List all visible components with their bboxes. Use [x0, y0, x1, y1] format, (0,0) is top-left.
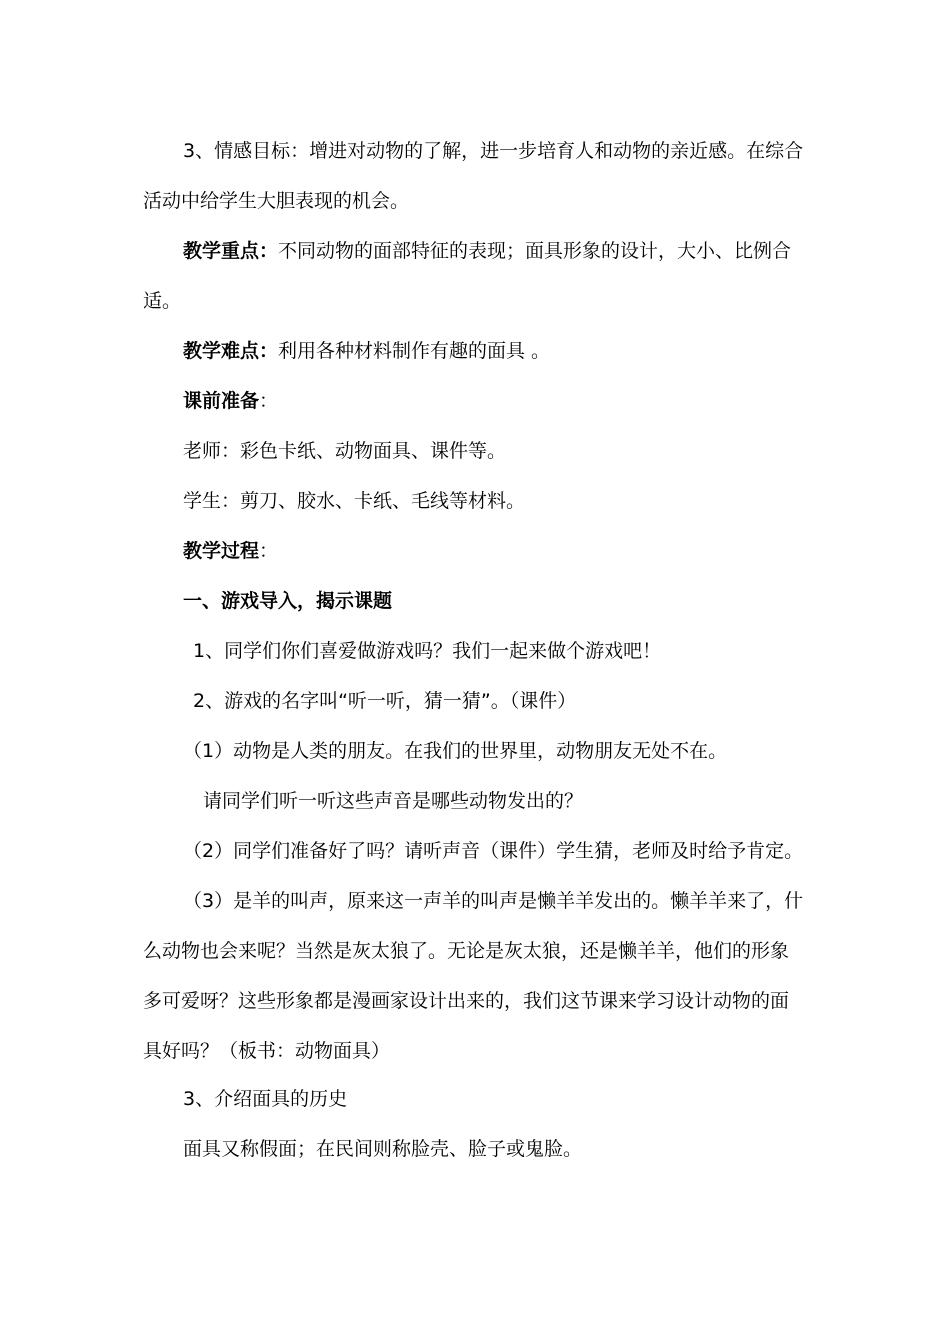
paragraph-emotion-goal-cont	[143, 188, 409, 214]
line-text: （3）是羊的叫声，原来这一声羊的叫声是懒羊羊发出的。懒羊羊来了，什	[183, 890, 804, 912]
section-label: 课前准备	[183, 390, 260, 412]
line-text: 多可爱呀？这些形象都是漫画家设计出来的，我们这节课来学习设计动物的面	[143, 990, 790, 1012]
section-label: 教学难点：	[183, 340, 279, 362]
step-2-3-cont-c	[143, 1038, 390, 1064]
line-text: 请同学们听一听这些声音是哪些动物发出的？	[203, 790, 584, 812]
step-2-3	[183, 888, 803, 914]
line-text: 2、游戏的名字叫“听一听，猜一猜”。（课件）	[193, 690, 577, 712]
line-text: 不同动物的面部特征的表现；面具形象的设计，大小、比例合	[278, 240, 792, 262]
teaching-focus	[183, 238, 791, 264]
student-materials	[183, 488, 525, 514]
line-text: 利用各种材料制作有趣的面具 。	[278, 340, 551, 362]
step-2-1	[183, 738, 727, 764]
line-text: 么动物也会来呢？当然是灰太狼了。无论是灰太狼，还是懒羊羊，他们的形象	[143, 940, 790, 962]
paragraph-emotion-goal	[183, 138, 803, 164]
teaching-focus-cont	[143, 288, 181, 314]
line-text: 学生：剪刀、胶水、卡纸、毛线等材料。	[183, 490, 526, 512]
step-2-3-cont-a	[143, 938, 789, 964]
line-text: 3、介绍面具的历史	[183, 1088, 348, 1110]
teacher-materials	[183, 438, 506, 464]
line-text: 1、同学们你们喜爱做游戏吗？我们一起来做个游戏吧！	[193, 640, 662, 662]
step-3	[183, 1086, 347, 1112]
process-heading	[183, 538, 278, 564]
line-text: 适。	[143, 290, 182, 312]
line-text: （2）同学们准备好了吗？请听声音（课件）学生猜，老师及时给予肯定。	[183, 840, 804, 862]
line-text: 老师：彩色卡纸、动物面具、课件等。	[183, 440, 507, 462]
step-2-2	[183, 838, 803, 864]
preparation-heading	[183, 388, 278, 414]
line-text: ：	[259, 390, 279, 412]
section-label: 教学过程	[183, 540, 260, 562]
part-one-heading	[183, 588, 392, 614]
line-text: 3、情感目标：增进对动物的了解，进一步培育人和动物的亲近感。在综合	[183, 140, 804, 162]
mask-history	[183, 1136, 582, 1162]
step-2-3-cont-b	[143, 988, 789, 1014]
line-text: 活动中给学生大胆表现的机会。	[143, 190, 410, 212]
step-1	[193, 638, 661, 664]
section-label: 教学重点：	[183, 240, 279, 262]
line-text: ：	[259, 540, 279, 562]
line-text: （1）动物是人类的朋友。在我们的世界里，动物朋友无处不在。	[183, 740, 728, 762]
line-text: 具好吗？（板书：动物面具）	[143, 1040, 391, 1062]
step-2	[193, 688, 576, 714]
step-2-1-cont	[203, 788, 583, 814]
teaching-difficulty	[183, 338, 550, 364]
section-label: 一、游戏导入，揭示课题	[183, 590, 393, 612]
line-text: 面具又称假面；在民间则称脸壳、脸子或鬼脸。	[183, 1138, 583, 1160]
